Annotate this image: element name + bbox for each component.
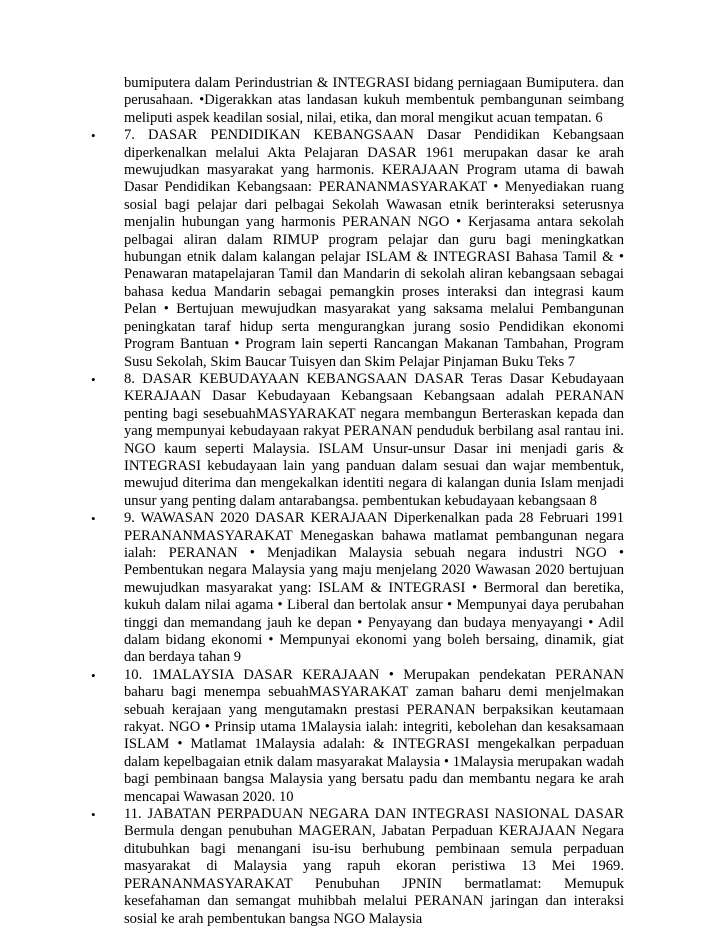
list-item-dasar-pendidikan: [91, 127, 624, 371]
bullet-icon: •: [91, 128, 96, 144]
bullet-icon: •: [91, 667, 96, 683]
bullet-icon: •: [91, 511, 96, 527]
list-item-text: 7. DASAR PENDIDIKAN KEBANGSAAN Dasar Pendidikan Kebangsaan diperkenalkan melalui Akta Pelajaran DASAR 1961 merupakan dasar ke arah mewujudkan masyarakat yang harmonis. KERAJAAN Program utama di bawah Dasar Pendidikan Kebangsaan: PERANANMASYARAKAT • Menyediakan ruang sosial bagi pelajar dari pelbagai Sekolah Wawasan etnik berinteraksi seterusnya menjalin hubungan yang harmonis PERANAN NGO • Kerjasama antara sekolah pelbagai aliran dalam RIMUP program pelajar dan guru bagi meningkatkan hubungan etnik dalam kalangan pelajar ISLAM & INTEGRASI Bahasa Tamil & • Penawaran matapelajaran Tamil dan Mandarin di sekolah aliran kebangsaan sebagai bahasa kedua Mandarin sebagai pemangkin proses interaksi dan integrasi kaum Pelan • Bertujuan mewujudkan masyarakat yang saksama melalui Pembangunan peningkatan taraf hidup serta mengurangkan jurang sosio Pendidikan ekonomi Program Bantuan • Program lain seperti Rancangan Makanan Tambahan, Program Susu Sekolah, Skim Baucar Tuisyen dan Skim Pelajar Pinjaman Buku Teks 7: [124, 127, 624, 370]
list-item-text: 10. 1MALAYSIA DASAR KERAJAAN • Merupakan pendekatan PERANAN baharu bagi menempa sebuahMASYARAKAT zaman baharu demi menjelmakan sebuah kerajaan yang mengutamakn prestasi PERANAN berpaksikan keutamaan rakyat. NGO • Prinsip utama 1Malaysia ialah: integriti, kebolehan dan kesaksamaan ISLAM • Matlamat 1Malaysia adalah: & INTEGRASI mengekalkan perpaduan dalam kepelbagaian etnik dalam masyarakat Malaysia • 1Malaysia merupakan wadah bagi pembinaan bangsa Malaysia yang bersatu padu dan membantu negara ke arah mencapai Wawasan 2020. 10: [124, 666, 624, 805]
list-item-1malaysia: [91, 666, 624, 806]
list-item-wawasan-2020: [91, 510, 624, 667]
list-item-text: 11. JABATAN PERPADUAN NEGARA DAN INTEGRASI NASIONAL DASAR Bermula dengan penubuhan MAGERAN, Jabatan Perpaduan KERAJAAN Negara ditubuhkan bagi menangani isu-isu berhubung pembinaan semula perpaduan masyarakat di Malaysia yang rapuh ekoran peristiwa 13 Mei 1969. PERANANMASYARAKAT Penubuhan JPNIN bermatlamat: Memupuk kesefahaman dan semangat muhibbah melalui PERANAN jaringan dan interaksi sosial ke arah pembentukan bangsa NGO Malaysia: [124, 806, 624, 927]
list-item-dasar-kebudayaan: [91, 370, 624, 510]
bullet-icon: •: [91, 807, 96, 823]
list-item-jabatan-perpaduan: [91, 806, 624, 928]
paragraph-intro: [124, 75, 624, 127]
list-item-text: 9. WAWASAN 2020 DASAR KERAJAAN Diperkenalkan pada 28 Februari 1991 PERANANMASYARAKAT Menegaskan bahawa matlamat pembangunan negara ialah: PERANAN • Menjadikan Malaysia sebuah negara industri NGO • Pembentukan negara Malaysia yang maju menjelang 2020 Wawasan 2020 bertujuan mewujudkan masyarakat yang: ISLAM & INTEGRASI • Bermoral dan beretika, kukuh dalam nilai agama • Liberal dan bertolak ansur • Mempunyai daya perubahan tinggi dan memandang jauh ke depan • Penyayang dan budaya menyayangi • Adil dalam bidang ekonomi • Mempunyai ekonomi yang boleh bersaing, dinamik, giat dan berdaya tahan 9: [124, 510, 624, 666]
paragraph-text: bumiputera dalam Perindustrian & INTEGRASI bidang perniagaan Bumiputera. dan perusahaan. •Digerakkan atas landasan kukuh membentuk pembangunan seimbang meliputi aspek keadilan sosial, nilai, etika, dan moral mengikut acuan tempatan. 6: [124, 75, 624, 126]
bullet-icon: •: [91, 371, 96, 387]
document-body: [91, 75, 624, 928]
list-item-text: 8. DASAR KEBUDAYAAN KEBANGSAAN DASAR Teras Dasar Kebudayaan KERAJAAN Dasar Kebudayaan Kebangsaan Kebangsaan adalah PERANAN penting bagi sesebuahMASYARAKAT negara membangun Berteraskan kepada dan yang mempunyai kebudayaan rakyat PERANAN penduduk berbilang asal rantau ini. NGO kaum seperti Malaysia. ISLAM Unsur-unsur Dasar ini menjadi garis & INTEGRASI kebudayaan lain yang panduan dalam sesuai dan wajar membentuk, mewujud diterima dan mengekalkan identiti negara di kalangan dunia Islam menjadi unsur yang penting dalam antarabangsa. pembentukan kebudayaan kebangsaan 8: [124, 370, 624, 509]
